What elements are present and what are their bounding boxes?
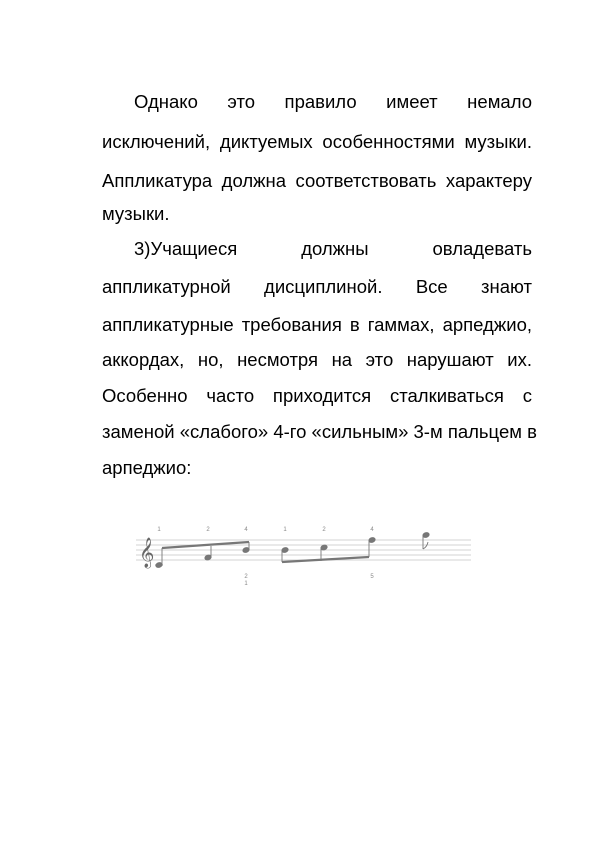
fingering-above: 1 bbox=[157, 527, 161, 533]
paragraph-2-line-4: аккордах, но, несмотря на это нарушают их. bbox=[102, 349, 532, 370]
fingering-below: 1 bbox=[244, 581, 248, 587]
paragraph-1-line-1: Однако это правило имеет немало bbox=[134, 91, 532, 112]
paragraph-2-line-5: Особенно часто приходится сталкиваться с bbox=[102, 385, 532, 406]
music-staff-figure bbox=[136, 520, 471, 590]
paragraph-2-line-3: аппликатурные требования в гаммах, арпеджио, bbox=[102, 314, 532, 335]
fingering-above: 2 bbox=[206, 527, 210, 533]
fingering-above: 4 bbox=[370, 527, 374, 533]
paragraph-2-line-2: аппликатурной дисциплиной. Все знают bbox=[102, 276, 532, 297]
fingering-below: 5 bbox=[370, 574, 374, 580]
fingering-below: 2 bbox=[244, 574, 248, 580]
note-group-2 bbox=[281, 537, 376, 562]
treble-clef-icon: 𝄞 bbox=[139, 538, 155, 568]
paragraph-2-line-1: 3)Учащиеся должны овладевать bbox=[134, 238, 532, 259]
fingering-above: 1 bbox=[283, 527, 287, 533]
paragraph-2-line-7: арпеджио: bbox=[102, 457, 192, 478]
music-example bbox=[136, 520, 471, 590]
staff-lines bbox=[136, 540, 471, 560]
fingering-above: 4 bbox=[244, 527, 248, 533]
paragraph-2-line-6: заменой «слабого» 4-го «сильным» 3-м пальцем в bbox=[102, 421, 537, 442]
paragraph-1-line-3: Аппликатура должна соответствовать характеру bbox=[102, 170, 532, 191]
paragraph-1-line-4: музыки. bbox=[102, 203, 170, 224]
fingering-above: 2 bbox=[322, 527, 326, 533]
paragraph-1-line-2: исключений, диктуемых особенностями музыки. bbox=[102, 131, 532, 152]
